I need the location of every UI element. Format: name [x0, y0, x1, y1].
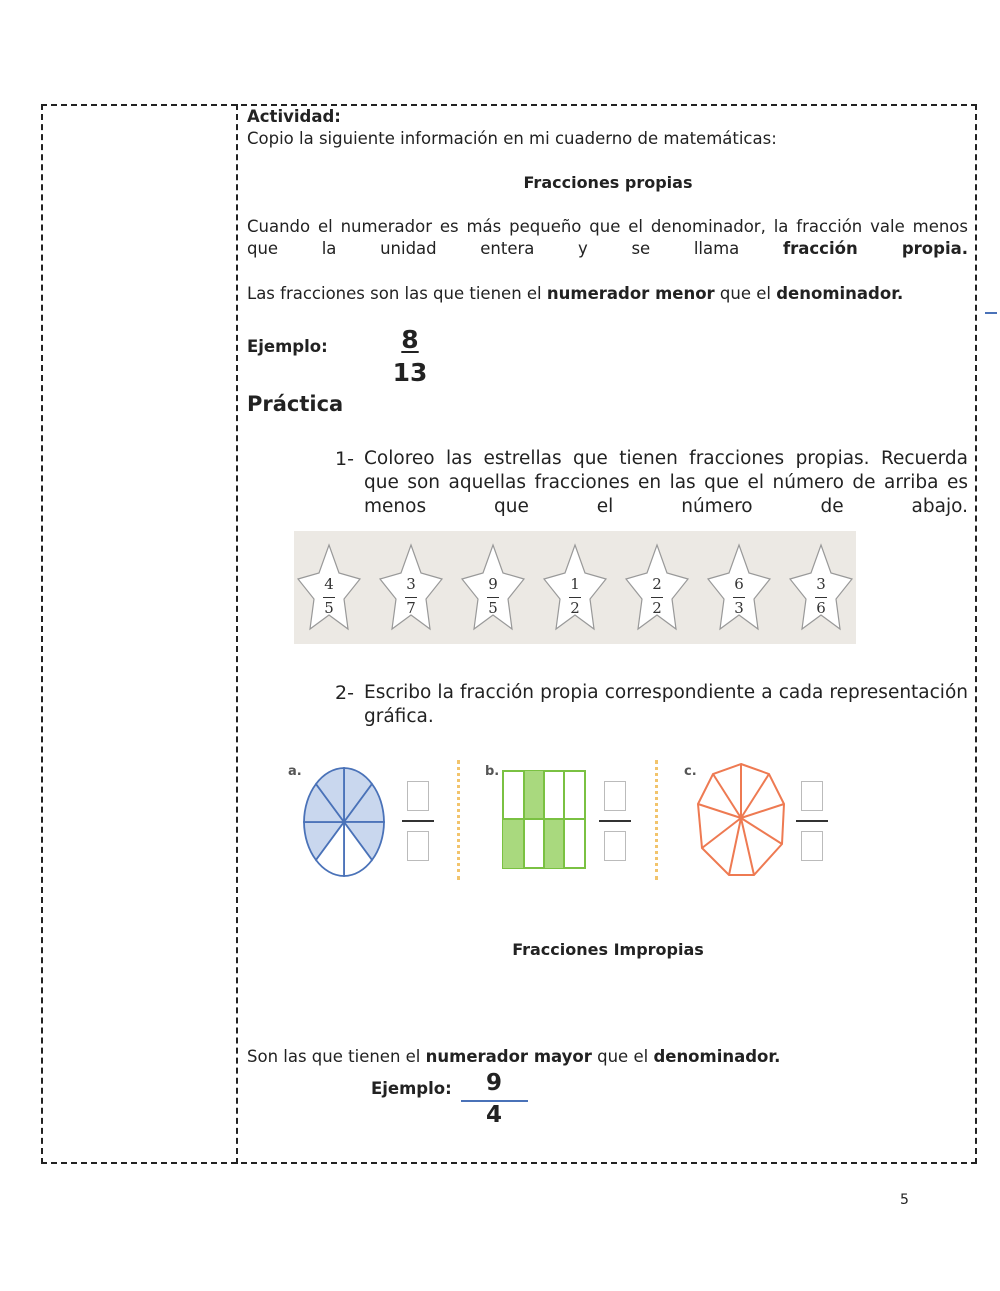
activity-instruction: Copio la siguiente información en mi cuaderno de matemáticas: [247, 129, 777, 148]
item1-number: 1- [335, 448, 354, 470]
fraction-bar [651, 597, 663, 598]
star-denominator: 3 [734, 599, 744, 617]
answer-box-denominator-a[interactable] [407, 831, 429, 861]
figure-a-circle [300, 764, 388, 880]
improper-example-label: Ejemplo: [371, 1079, 452, 1098]
improper-heading: Fracciones Impropias [512, 940, 704, 959]
answer-box-numerator-b[interactable] [604, 781, 626, 811]
figure-b-label: b. [485, 764, 500, 779]
answer-box-denominator-b[interactable] [604, 831, 626, 861]
item1-text: Coloreo las estrellas que tienen fracciones propias. Recuerda que son aquellas fracciones en las que el número de arriba es menos que el número de abajo. [364, 448, 968, 517]
star-denominator: 2 [652, 599, 662, 617]
proper-example-numerator: 8 [401, 325, 419, 354]
star-denominator: 5 [324, 599, 334, 617]
figure-a-label: a. [288, 764, 302, 779]
answer-line-c [796, 820, 828, 822]
star-5[interactable] [622, 537, 692, 637]
answer-box-numerator-c[interactable] [801, 781, 823, 811]
star-numerator: 3 [816, 575, 826, 593]
star-denominator: 2 [570, 599, 580, 617]
answer-line-a [402, 820, 434, 822]
activity-title: Actividad: [247, 107, 341, 126]
edge-mark [985, 312, 997, 314]
item2-text: Escribo la fracción propia correspondiente a cada representación gráfica. [364, 682, 968, 727]
separator [457, 760, 460, 880]
fraction-bar [405, 597, 417, 598]
star-2[interactable] [376, 537, 446, 637]
stars-strip [294, 531, 856, 644]
fraction-bar [323, 597, 335, 598]
proper-paragraph: Cuando el numerador es más pequeño que el denominador, la fracción vale menos que la unidad entera y se llama fracción propia. [247, 217, 968, 258]
star-7[interactable] [786, 537, 856, 637]
page-number: 5 [900, 1192, 909, 1208]
star-numerator: 4 [324, 575, 334, 593]
fraction-bar [569, 597, 581, 598]
star-numerator: 9 [488, 575, 498, 593]
practice-title: Práctica [247, 392, 344, 416]
proper-heading: Fracciones propias [523, 173, 693, 192]
fraction-bar [733, 597, 745, 598]
star-numerator: 3 [406, 575, 416, 593]
star-1[interactable] [294, 537, 364, 637]
star-4[interactable] [540, 537, 610, 637]
figure-c-polygon [696, 760, 786, 882]
answer-line-b [599, 820, 631, 822]
figure-c-label: c. [684, 764, 697, 779]
star-numerator: 1 [570, 575, 580, 593]
star-numerator: 6 [734, 575, 744, 593]
fraction-bar [487, 597, 499, 598]
improper-example-denominator: 4 [485, 1102, 502, 1128]
column-divider [236, 104, 238, 1164]
star-denominator: 6 [816, 599, 826, 617]
improper-example-numerator: 9 [485, 1070, 502, 1096]
answer-box-numerator-a[interactable] [407, 781, 429, 811]
answer-box-denominator-c[interactable] [801, 831, 823, 861]
star-6[interactable] [704, 537, 774, 637]
proper-example-denominator: 13 [392, 358, 428, 387]
proper-definition: Las fracciones son las que tienen el numerador menor que el denominador. [247, 284, 904, 303]
star-3[interactable] [458, 537, 528, 637]
figure-b-grid [502, 770, 586, 870]
star-denominator: 7 [406, 599, 416, 617]
star-denominator: 5 [488, 599, 498, 617]
star-numerator: 2 [652, 575, 662, 593]
separator [655, 760, 658, 880]
improper-definition: Son las que tienen el numerador mayor que el denominador. [247, 1047, 781, 1066]
fraction-bar [815, 597, 827, 598]
proper-example-label: Ejemplo: [247, 337, 328, 356]
item2-number: 2- [335, 682, 354, 704]
